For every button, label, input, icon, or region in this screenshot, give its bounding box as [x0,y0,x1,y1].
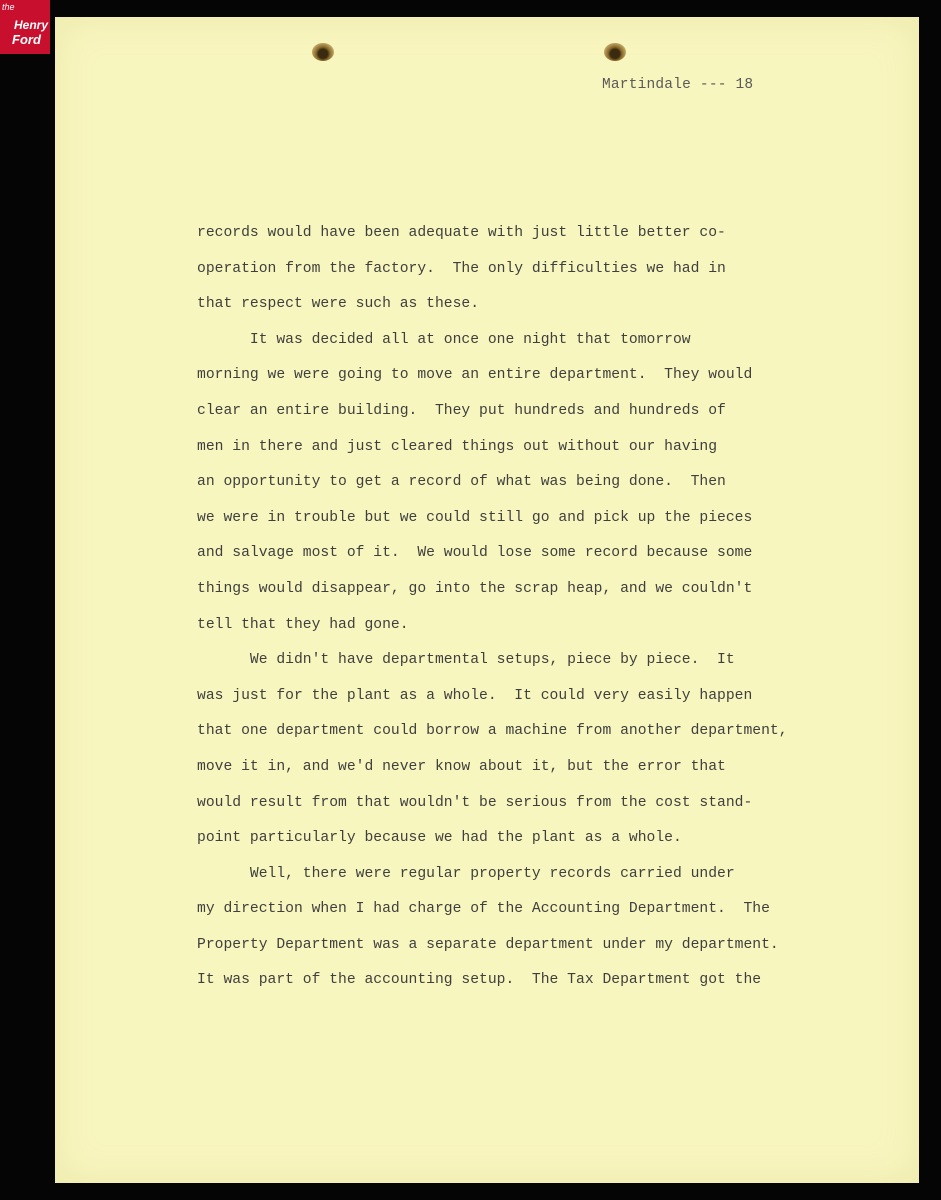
text-line: and salvage most of it. We would lose some record because some [197,545,753,562]
text-line: morning we were going to move an entire department. They would [197,367,753,384]
text-line: my direction when I had charge of the Accounting Department. The [197,901,770,918]
text-line: an opportunity to get a record of what was being done. Then [197,474,726,491]
body-text [197,216,917,999]
text-line: that respect were such as these. [197,296,480,313]
text-line: Well, there were regular property records carried under [197,865,735,882]
text-line: It was part of the accounting setup. The Tax Department got the [197,972,762,989]
text-line: tell that they had gone. [197,616,409,633]
text-line: records would have been adequate with just little better co- [197,225,726,241]
text-line: that one department could borrow a machine from another department, [197,723,788,740]
logo-ford: Ford [12,32,41,47]
text-line: clear an entire building. They put hundreds and hundreds of [197,402,726,419]
text-line: men in there and just cleared things out without our having [197,438,718,455]
punch-hole-right [604,43,626,61]
punch-hole-left [312,43,334,61]
the-henry-ford-logo [0,0,50,54]
page-header: Martindale --- 18 [602,77,754,93]
logo-the: the [2,2,15,12]
text-line: move it in, and we'd never know about it, but the error that [197,758,726,775]
text-line: It was decided all at once one night that tomorrow [197,331,691,348]
text-line: we were in trouble but we could still go and pick up the pieces [197,509,753,526]
logo-henry: Henry [14,18,49,32]
text-line: was just for the plant as a whole. It could very easily happen [197,687,753,704]
text-line: would result from that wouldn't be serious from the cost stand- [197,794,753,811]
text-line: operation from the factory. The only difficulties we had in [197,260,726,277]
text-line: Property Department was a separate department under my department. [197,936,779,953]
text-line: We didn't have departmental setups, piece by piece. It [197,652,735,669]
typed-page [55,17,919,1183]
text-line: point particularly because we had the plant as a whole. [197,830,682,847]
text-line: things would disappear, go into the scrap heap, and we couldn't [197,580,753,597]
